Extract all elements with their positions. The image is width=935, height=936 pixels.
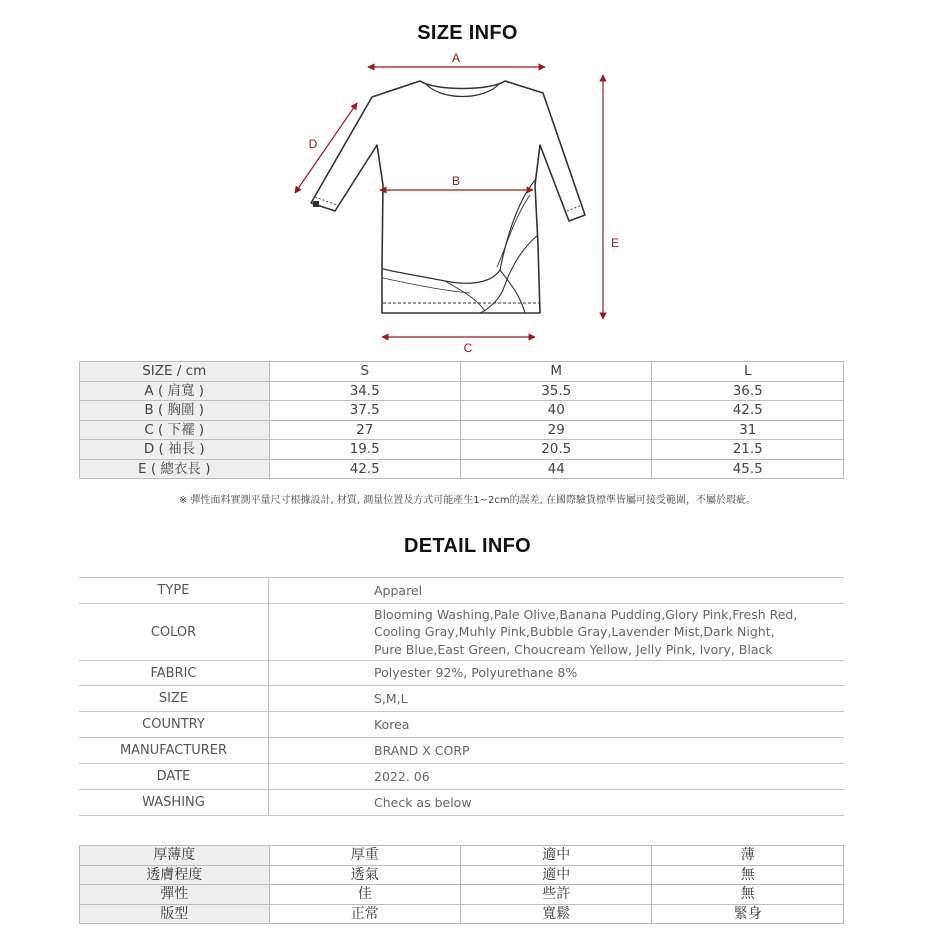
garment-size-diagram bbox=[285, 45, 645, 355]
size-table-header bbox=[80, 362, 844, 382]
detail-row-type bbox=[79, 578, 844, 604]
logo-tag-icon bbox=[313, 201, 319, 207]
color-line: Pure Blue,East Green, Choucream Yellow, Jelly Pink, Ivory, Black bbox=[374, 641, 773, 657]
dim-label-b: B bbox=[451, 174, 461, 188]
attr-option: 佳 bbox=[269, 885, 460, 905]
size-header-s: S bbox=[269, 362, 460, 382]
measurement-note: ※ 彈性面料實測平量尺寸根據設計, 材質, 測量位置及方式可能產生1~2cm的誤差, 在國際驗貨標準皆屬可接受範圍，不屬於瑕疵。 bbox=[179, 495, 756, 506]
detail-label: MANUFACTURER bbox=[79, 738, 269, 764]
size-cell-l: 45.5 bbox=[652, 459, 844, 479]
attr-label: 厚薄度 bbox=[80, 846, 270, 866]
attr-option: 無 bbox=[652, 885, 844, 905]
detail-label: FABRIC bbox=[79, 661, 269, 686]
detail-row-date bbox=[79, 764, 844, 790]
size-header-label: SIZE / cm bbox=[80, 362, 270, 382]
attr-label: 透膚程度 bbox=[80, 865, 270, 885]
attr-option: 正常 bbox=[269, 904, 460, 924]
detail-value: Apparel bbox=[269, 578, 845, 604]
attr-row-elasticity bbox=[80, 885, 844, 905]
size-row-label: B ( 胸圍 ) bbox=[80, 401, 270, 421]
detail-row-washing bbox=[79, 790, 844, 816]
size-cell-l: 36.5 bbox=[652, 381, 844, 401]
attr-label: 彈性 bbox=[80, 885, 270, 905]
detail-row-color bbox=[79, 604, 844, 661]
size-row-label: D ( 袖長 ) bbox=[80, 440, 270, 460]
size-cell-s: 34.5 bbox=[269, 381, 460, 401]
detail-value: S,M,L bbox=[269, 686, 845, 712]
detail-label: DATE bbox=[79, 764, 269, 790]
detail-row-country bbox=[79, 712, 844, 738]
size-cell-l: 42.5 bbox=[652, 401, 844, 421]
attr-row-fit bbox=[80, 904, 844, 924]
size-cell-m: 44 bbox=[460, 459, 651, 479]
size-row-c bbox=[80, 420, 844, 440]
size-info-title: SIZE INFO bbox=[417, 22, 518, 44]
attr-option: 些許 bbox=[460, 885, 651, 905]
size-row-label: E ( 總衣長 ) bbox=[80, 459, 270, 479]
size-table bbox=[79, 361, 844, 479]
fabric-attribute-table bbox=[79, 845, 844, 924]
size-row-a bbox=[80, 381, 844, 401]
detail-label: COLOR bbox=[79, 604, 269, 661]
size-row-e bbox=[80, 459, 844, 479]
size-cell-m: 40 bbox=[460, 401, 651, 421]
size-cell-s: 42.5 bbox=[269, 459, 460, 479]
detail-label: SIZE bbox=[79, 686, 269, 712]
dim-line-d bbox=[295, 103, 357, 193]
detail-info-title: DETAIL INFO bbox=[403, 535, 531, 557]
detail-value: Korea bbox=[269, 712, 845, 738]
attr-option: 厚重 bbox=[269, 846, 460, 866]
color-line: Blooming Washing,Pale Olive,Banana Pudding,Glory Pink,Fresh Red, bbox=[374, 606, 798, 622]
dim-label-e: E bbox=[610, 236, 620, 250]
size-row-label: C ( 下襬 ) bbox=[80, 420, 270, 440]
size-header-l: L bbox=[652, 362, 844, 382]
detail-label: WASHING bbox=[79, 790, 269, 816]
detail-value: 2022. 06 bbox=[269, 764, 845, 790]
detail-value-color bbox=[269, 604, 845, 661]
detail-value: Check as below bbox=[269, 790, 845, 816]
size-cell-s: 37.5 bbox=[269, 401, 460, 421]
attr-option: 薄 bbox=[652, 846, 844, 866]
size-cell-m: 35.5 bbox=[460, 381, 651, 401]
detail-value: Polyester 92%, Polyurethane 8% bbox=[269, 661, 845, 686]
size-row-d bbox=[80, 440, 844, 460]
detail-row-manufacturer bbox=[79, 738, 844, 764]
detail-label: COUNTRY bbox=[79, 712, 269, 738]
detail-row-size bbox=[79, 686, 844, 712]
attr-option: 適中 bbox=[460, 865, 651, 885]
attr-row-sheerness bbox=[80, 865, 844, 885]
attr-row-thickness bbox=[80, 846, 844, 866]
attr-option: 透氣 bbox=[269, 865, 460, 885]
detail-row-fabric bbox=[79, 661, 844, 686]
detail-table bbox=[79, 577, 844, 816]
detail-label: TYPE bbox=[79, 578, 269, 604]
dim-label-d: D bbox=[308, 137, 318, 151]
size-cell-l: 21.5 bbox=[652, 440, 844, 460]
tshirt-outline bbox=[308, 81, 585, 313]
size-row-label: A ( 肩寬 ) bbox=[80, 381, 270, 401]
attr-label: 版型 bbox=[80, 904, 270, 924]
size-cell-m: 20.5 bbox=[460, 440, 651, 460]
dim-label-c: C bbox=[463, 341, 473, 355]
color-line: Cooling Gray,Muhly Pink,Bubble Gray,Lavender Mist,Dark Night, bbox=[374, 624, 775, 640]
dim-label-a: A bbox=[451, 51, 461, 65]
detail-value: BRAND X CORP bbox=[269, 738, 845, 764]
size-cell-l: 31 bbox=[652, 420, 844, 440]
size-header-m: M bbox=[460, 362, 651, 382]
attr-option: 適中 bbox=[460, 846, 651, 866]
attr-option: 寬鬆 bbox=[460, 904, 651, 924]
size-cell-m: 29 bbox=[460, 420, 651, 440]
size-cell-s: 27 bbox=[269, 420, 460, 440]
size-cell-s: 19.5 bbox=[269, 440, 460, 460]
size-row-b bbox=[80, 401, 844, 421]
attr-option: 緊身 bbox=[652, 904, 844, 924]
attr-option: 無 bbox=[652, 865, 844, 885]
